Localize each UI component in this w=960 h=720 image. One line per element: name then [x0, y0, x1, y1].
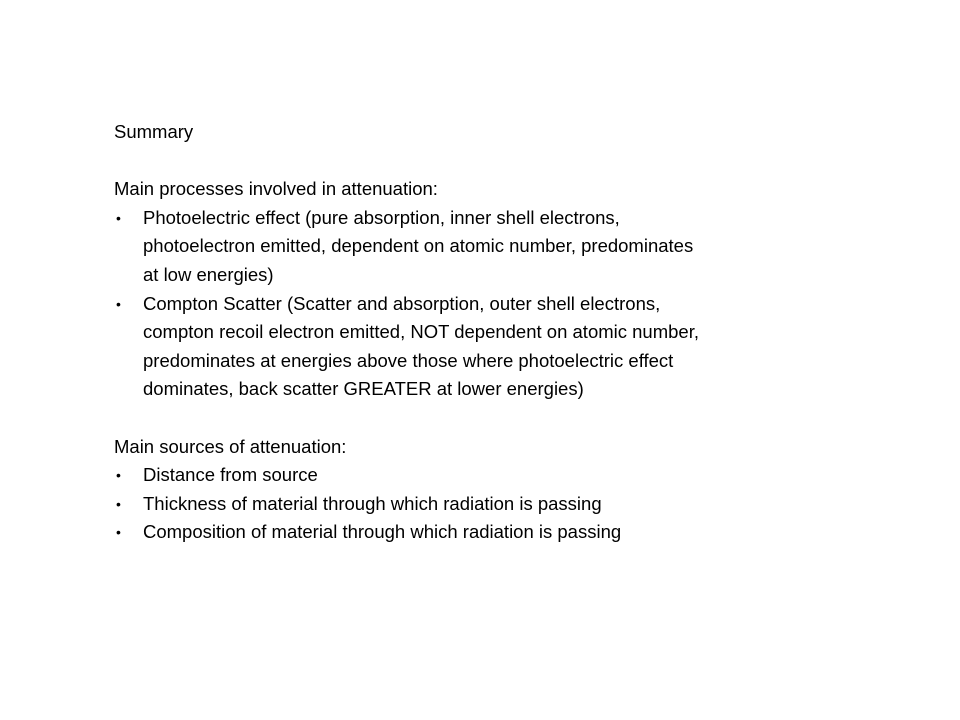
processes-list [114, 204, 834, 404]
list-item-line: Thickness of material through which radiation is passing [143, 492, 602, 514]
bullet-icon: • [116, 524, 121, 541]
summary-heading: Summary [114, 121, 194, 142]
bullet-icon: • [116, 495, 121, 512]
list-item-line: Photoelectric effect (pure absorption, inner shell electrons, [143, 206, 620, 228]
list-item-line: photoelectron emitted, dependent on atomic number, predominates [143, 235, 694, 257]
list-item-distance [114, 461, 834, 490]
list-item-line: predominates at energies above those where photoelectric effect [143, 349, 674, 371]
blank-line [114, 404, 834, 433]
list-item-thickness [114, 490, 834, 519]
list-item-composition [114, 518, 834, 547]
bullet-icon: • [116, 209, 121, 226]
list-item-line: Distance from source [143, 464, 318, 486]
bullet-icon: • [116, 467, 121, 484]
sources-heading: Main sources of attenuation: [114, 435, 347, 457]
slide-text-body [114, 118, 834, 547]
list-item-compton [114, 290, 834, 404]
list-item-line: compton recoil electron emitted, NOT dependent on atomic number, [143, 321, 699, 343]
list-item-line: Composition of material through which radiation is passing [143, 521, 622, 543]
processes-heading: Main processes involved in attenuation: [114, 178, 438, 200]
blank-line [114, 147, 834, 176]
list-item-line: dominates, back scatter GREATER at lower energies) [143, 378, 584, 400]
sources-list [114, 461, 834, 547]
list-item-line: Compton Scatter (Scatter and absorption, outer shell electrons, [143, 292, 661, 314]
list-item-line: at low energies) [143, 263, 274, 285]
bullet-icon: • [116, 295, 121, 312]
list-item-photoelectric [114, 204, 834, 290]
